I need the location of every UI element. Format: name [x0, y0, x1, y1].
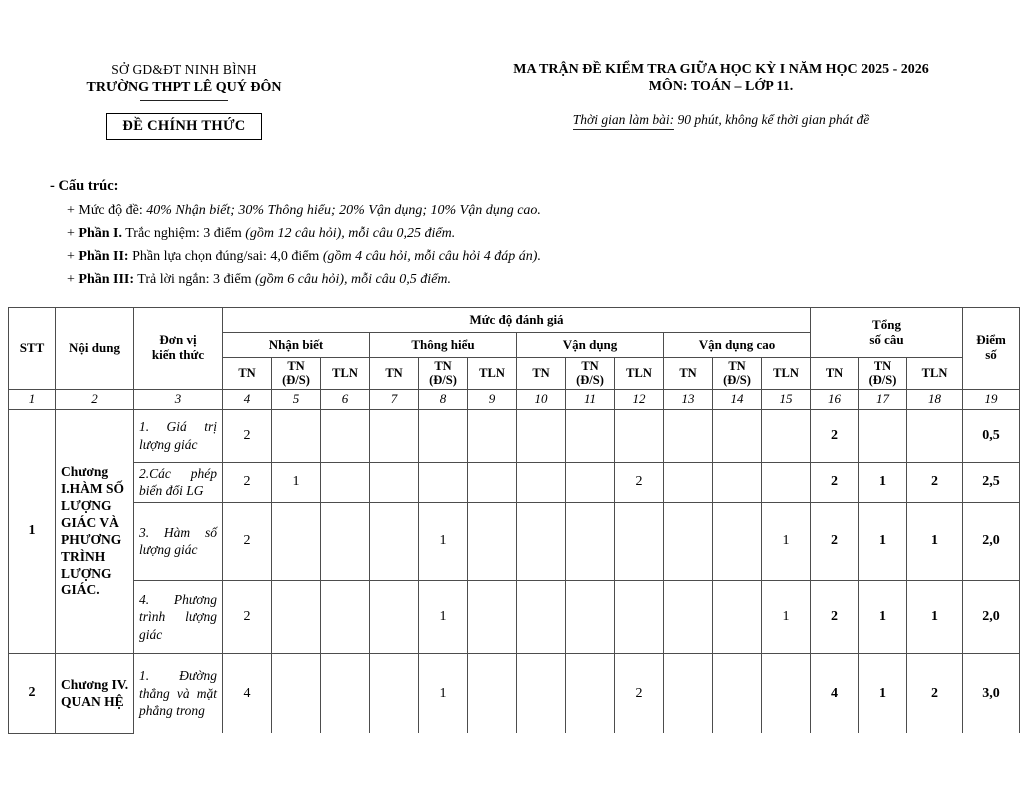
subcol-header: TN (Đ/S)	[419, 358, 468, 390]
exam-header	[438, 62, 1004, 128]
total-cell: 1	[859, 580, 907, 653]
level-cell	[566, 462, 615, 502]
structure-heading: - Cấu trúc:	[50, 178, 119, 194]
level-cell	[566, 653, 615, 733]
col-number-cell: 15	[762, 389, 811, 409]
level-cell	[566, 502, 615, 580]
level-cell	[419, 462, 468, 502]
col-number-cell: 19	[963, 389, 1020, 409]
level-cell	[664, 653, 713, 733]
subcol-header: TN (Đ/S)	[859, 358, 907, 390]
level-cell	[321, 462, 370, 502]
total-cell: 1	[859, 502, 907, 580]
level-cell: 1	[762, 502, 811, 580]
total-cell	[859, 409, 907, 462]
level-cell	[517, 653, 566, 733]
col-number-cell: 9	[468, 389, 517, 409]
level-cell	[517, 462, 566, 502]
level-cell	[468, 653, 517, 733]
level-cell	[713, 653, 762, 733]
col-number-cell: 12	[615, 389, 664, 409]
col-number-cell: 14	[713, 389, 762, 409]
subcol-header: TN (Đ/S)	[272, 358, 321, 390]
level-cell: 1	[762, 580, 811, 653]
col-number-cell: 17	[859, 389, 907, 409]
table-row	[9, 653, 1020, 733]
level-cell	[664, 409, 713, 462]
level-cell	[664, 502, 713, 580]
structure-section	[50, 178, 730, 291]
exam-matrix-table	[8, 307, 1020, 734]
subject-title: MÔN: TOÁN – LỚP 11.	[648, 79, 794, 94]
total-cell: 1	[859, 653, 907, 733]
level-cell	[566, 580, 615, 653]
total-cell: 4	[811, 653, 859, 733]
level-cell	[370, 502, 419, 580]
level-cell	[272, 502, 321, 580]
col-number-cell: 18	[907, 389, 963, 409]
level-cell	[468, 462, 517, 502]
col-number-cell: 7	[370, 389, 419, 409]
level-cell	[762, 409, 811, 462]
score-cell: 2,0	[963, 502, 1020, 580]
total-cell: 1	[907, 580, 963, 653]
level-cell	[370, 462, 419, 502]
col-number-cell: 1	[9, 389, 56, 409]
subcol-header: TLN	[615, 358, 664, 390]
level-cell	[468, 409, 517, 462]
total-cell	[907, 409, 963, 462]
total-cell: 2	[811, 502, 859, 580]
subcol-header: TN	[664, 358, 713, 390]
level-cell	[664, 580, 713, 653]
level-cell	[370, 409, 419, 462]
structure-item-part1: + Phần I. Trắc nghiệm: 3 điểm (gồm 12 câu hỏi), mỗi câu 0,25 điểm.	[67, 226, 456, 241]
level-cell	[468, 502, 517, 580]
subcol-header: TN	[811, 358, 859, 390]
total-cell: 2	[811, 462, 859, 502]
col-number-cell: 4	[223, 389, 272, 409]
level-cell	[566, 409, 615, 462]
topic-cell: Chương IV. QUAN HỆ	[56, 653, 134, 733]
level-cell	[517, 409, 566, 462]
col-number-cell: 5	[272, 389, 321, 409]
level-cell	[370, 653, 419, 733]
level-cell	[370, 580, 419, 653]
level-cell: 2	[615, 462, 664, 502]
score-cell: 2,5	[963, 462, 1020, 502]
level-cell: 2	[223, 409, 272, 462]
level-cell	[468, 580, 517, 653]
level-cell: 1	[419, 502, 468, 580]
total-cell: 2	[811, 580, 859, 653]
level-cell: 1	[419, 580, 468, 653]
total-cell: 1	[907, 502, 963, 580]
unit-cell: 3. Hàm số lượng giác	[134, 502, 223, 580]
structure-item-part2: + Phần II: Phần lựa chọn đúng/sai: 4,0 điểm (gồm 4 câu hỏi, mỗi câu hỏi 4 đáp án).	[67, 249, 541, 264]
unit-cell: 4. Phương trình lượng giác	[134, 580, 223, 653]
subcol-header: TLN	[321, 358, 370, 390]
school-name: TRƯỜNG THPT LÊ QUÝ ĐÔN	[86, 80, 282, 95]
level-cell	[321, 653, 370, 733]
level-cell	[272, 580, 321, 653]
level-cell: 4	[223, 653, 272, 733]
subcol-header: TLN	[907, 358, 963, 390]
level-cell: 1	[419, 653, 468, 733]
level-cell	[762, 653, 811, 733]
exam-duration	[438, 112, 1004, 128]
table-row	[9, 502, 1020, 580]
level-cell	[713, 502, 762, 580]
col-number-cell: 16	[811, 389, 859, 409]
structure-item-part3: + Phần III: Trả lời ngắn: 3 điểm (gồm 6 câu hỏi), mỗi câu 0,5 điểm.	[67, 272, 451, 287]
subcol-header: TLN	[468, 358, 517, 390]
total-cell: 2	[907, 462, 963, 502]
level-cell	[713, 409, 762, 462]
level-cell: 2	[223, 580, 272, 653]
table-row	[9, 580, 1020, 653]
stt-cell: 1	[9, 409, 56, 653]
subcol-header: TLN	[762, 358, 811, 390]
score-cell: 2,0	[963, 580, 1020, 653]
level-header-high-application: Vận dụng cao	[664, 333, 811, 358]
level-cell: 2	[615, 653, 664, 733]
col-number-cell: 8	[419, 389, 468, 409]
level-cell	[419, 409, 468, 462]
level-cell: 1	[272, 462, 321, 502]
total-cell: 2	[811, 409, 859, 462]
level-cell	[517, 502, 566, 580]
exam-title: MA TRẬN ĐỀ KIỂM TRA GIỮA HỌC KỲ I NĂM HỌC 2025 - 2026	[513, 62, 929, 77]
col-number-cell: 3	[134, 389, 223, 409]
level-cell: 2	[223, 462, 272, 502]
score-cell: 0,5	[963, 409, 1020, 462]
level-cell: 2	[223, 502, 272, 580]
structure-item-levels: + Mức độ đề: 40% Nhận biết; 30% Thông hiểu; 20% Vận dụng; 10% Vận dụng cao.	[67, 203, 541, 218]
level-header-recognition: Nhận biết	[223, 333, 370, 358]
table-row	[9, 409, 1020, 462]
level-cell	[272, 409, 321, 462]
score-cell: 3,0	[963, 653, 1020, 733]
col-number-cell: 11	[566, 389, 615, 409]
col-number-cell: 10	[517, 389, 566, 409]
table-row	[9, 462, 1020, 502]
level-cell	[615, 409, 664, 462]
level-header-application: Vận dụng	[517, 333, 664, 358]
official-exam-stamp: ĐỀ CHÍNH THỨC	[106, 113, 261, 140]
subcol-header: TN	[370, 358, 419, 390]
level-header-comprehension: Thông hiểu	[370, 333, 517, 358]
duration-value: 90 phút, không kể thời gian phát đề	[674, 112, 870, 127]
col-header-content: Nội dung	[56, 308, 134, 390]
level-cell	[321, 502, 370, 580]
topic-cell: Chương I.HÀM SỐ LƯỢNG GIÁC VÀ PHƯƠNG TRÌNH LƯỢNG GIÁC.	[56, 409, 134, 653]
total-cell: 1	[859, 462, 907, 502]
subcol-header: TN	[223, 358, 272, 390]
level-cell	[713, 462, 762, 502]
total-cell: 2	[907, 653, 963, 733]
col-number-cell: 6	[321, 389, 370, 409]
level-cell	[713, 580, 762, 653]
subcol-header: TN (Đ/S)	[713, 358, 762, 390]
school-header	[58, 62, 310, 140]
subcol-header: TN	[517, 358, 566, 390]
level-cell	[615, 580, 664, 653]
duration-label: Thời gian làm bài:	[573, 112, 674, 130]
unit-cell: 1. Đường thẳng và mặt phẳng trong	[134, 653, 223, 733]
col-header-total-questions: Tổng số câu	[811, 308, 963, 358]
subcol-header: TN (Đ/S)	[566, 358, 615, 390]
stt-cell: 2	[9, 653, 56, 733]
col-header-knowledge-unit: Đơn vị kiến thức	[134, 308, 223, 390]
col-header-assessment-level: Mức độ đánh giá	[223, 308, 811, 333]
level-cell	[517, 580, 566, 653]
col-number-cell: 13	[664, 389, 713, 409]
department-name: SỞ GD&ĐT NINH BÌNH	[111, 62, 257, 77]
level-cell	[664, 462, 713, 502]
unit-cell: 1. Giá trị lượng giác	[134, 409, 223, 462]
level-cell	[321, 580, 370, 653]
level-cell	[762, 462, 811, 502]
level-cell	[615, 502, 664, 580]
col-header-stt: STT	[9, 308, 56, 390]
unit-cell: 2.Các phép biến đổi LG	[134, 462, 223, 502]
col-number-cell: 2	[56, 389, 134, 409]
col-header-score: Điểm số	[963, 308, 1020, 390]
level-cell	[321, 409, 370, 462]
level-cell	[272, 653, 321, 733]
